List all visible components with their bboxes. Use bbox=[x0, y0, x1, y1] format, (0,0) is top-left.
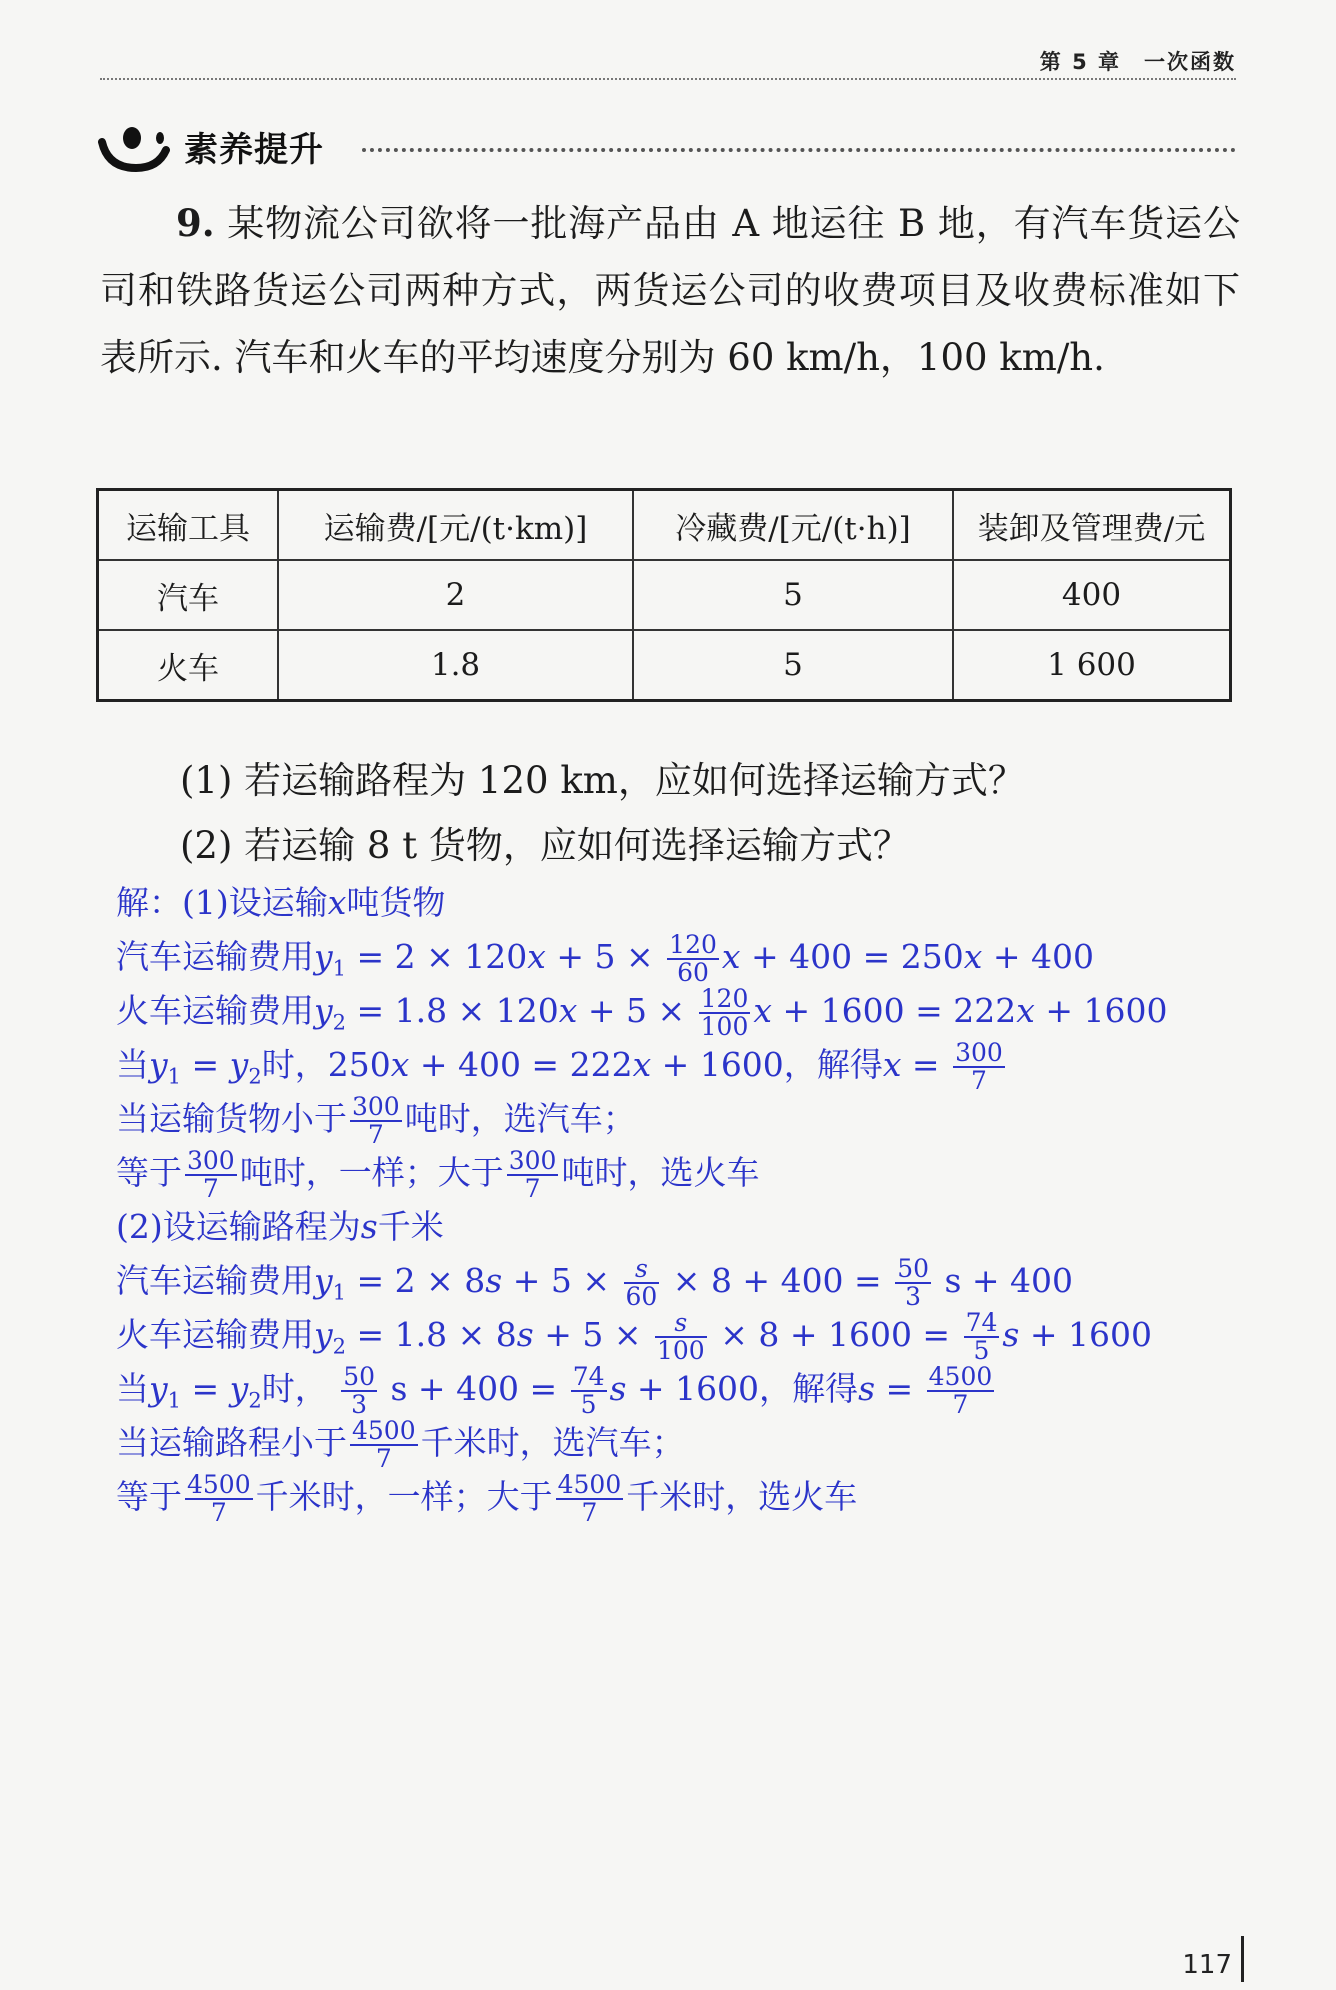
table-cell: 1.8 bbox=[278, 630, 633, 701]
answer-line: 当$y_1 = y_2$时， $\frac{50}{3}$ s + 400 = $\frac{74}{5}$ s + 1600，解得s = $\frac{4500}{7}$ bbox=[116, 1362, 993, 1419]
problem-text: 某物流公司欲将一批海产品由 A 地运往 B 地，有汽车货运公司和铁路货运公司两种方式，两货运公司的收费项目及收费标准如下表所示. 汽车和火车的平均速度分别为 60 km/h，100 km/h. bbox=[100, 202, 1240, 379]
problem-number: 9. bbox=[176, 201, 215, 245]
table-cell: 汽车 bbox=[98, 560, 279, 630]
table-cell: 火车 bbox=[98, 630, 279, 701]
answer-line: 等于 $\frac{300}{7}$ 吨时，一样；大于 $\frac{300}{7}$ 吨时，选火车 bbox=[116, 1146, 760, 1203]
table-header-cell: 运输费/[元/(t·km)] bbox=[278, 490, 633, 561]
answer-line: (2)设运输路程为s千米 bbox=[116, 1207, 444, 1246]
chapter-header: 第 5 章 一次函数 bbox=[1039, 50, 1236, 74]
answer-line: 火车运输费用$y_2 = 1.8 \times 120x + 5$ × $\frac{120}{100}$ x + 1600 = 222x + 1600 bbox=[116, 984, 1168, 1041]
table-cell: 5 bbox=[633, 630, 953, 701]
table-header-cell: 冷藏费/[元/(t·h)] bbox=[633, 490, 953, 561]
section-divider bbox=[362, 148, 1236, 152]
answer-line: 等于 $\frac{4500}{7}$ 千米时，一样；大于 $\frac{4500}{7}$ 千米时，选火车 bbox=[116, 1470, 858, 1527]
table-cell: 5 bbox=[633, 560, 953, 630]
table-row bbox=[98, 630, 1231, 701]
page-number: 117 bbox=[1182, 1950, 1232, 1980]
page-number-bar bbox=[1241, 1936, 1244, 1982]
answer-line: 当$y_1 = y_2$时，250x + 400 = 222x + 1600，解得x = $\frac{300}{7}$ bbox=[116, 1038, 1003, 1095]
answer-line: 当运输货物小于 $\frac{300}{7}$ 吨时，选汽车； bbox=[116, 1092, 636, 1149]
handwritten-answer bbox=[116, 876, 1246, 1527]
table-cell: 2 bbox=[278, 560, 633, 630]
answer-line: 当运输路程小于 $\frac{4500}{7}$ 千米时，选汽车； bbox=[116, 1416, 685, 1473]
table-header-cell: 运输工具 bbox=[98, 490, 279, 561]
section-title: 素养提升 bbox=[184, 130, 324, 170]
header-divider bbox=[100, 78, 1236, 80]
answer-line: 汽车运输费用$y_1 = 2 \times 120x + 5$ × $\frac{120}{60}$ x + 400 = 250x + 400 bbox=[116, 930, 1094, 987]
answer-line: 汽车运输费用$y_1 = 2 \times 8s + 5$ × $\frac{s}{60}$ × 8 + 400 = $\frac{50}{3}$ s + 400 bbox=[116, 1254, 1074, 1311]
problem-statement bbox=[100, 190, 1240, 391]
question-2: (2) 若运输 8 t 货物，应如何选择运输方式？ bbox=[180, 824, 910, 867]
table-row bbox=[98, 560, 1231, 630]
answer-line: 解：(1)设运输x吨货物 bbox=[116, 883, 446, 922]
table-cell: 400 bbox=[953, 560, 1231, 630]
section-icon bbox=[98, 120, 170, 176]
table-header-cell: 装卸及管理费/元 bbox=[953, 490, 1231, 561]
table-cell: 1 600 bbox=[953, 630, 1231, 701]
answer-line: 火车运输费用$y_2 = 1.8 \times 8s + 5$ × $\frac{s}{100}$ × 8 + 1600 = $\frac{74}{5}$ s + 1600 bbox=[116, 1308, 1152, 1365]
question-1: (1) 若运输路程为 120 km，应如何选择运输方式？ bbox=[180, 759, 1025, 802]
table-header-row bbox=[98, 490, 1231, 561]
fee-table bbox=[96, 488, 1232, 702]
